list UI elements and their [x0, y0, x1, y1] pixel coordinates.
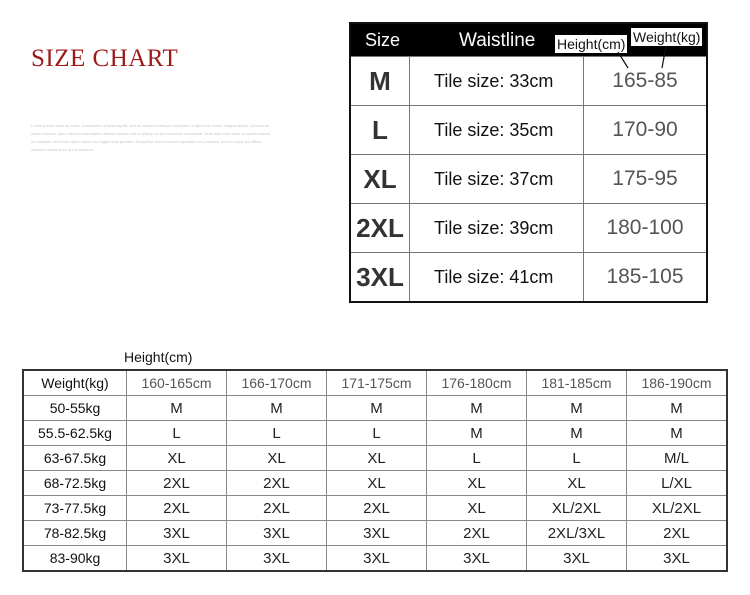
weight-cell: 83-90kg: [23, 546, 127, 572]
fit-table: [22, 369, 728, 572]
fit-cell: XL: [327, 446, 427, 471]
height-axis-label: Height(cm): [124, 349, 193, 365]
faint-description-text: Lorem ipsum dolor sit amet, consectetur adipiscing elit, sed do eiusmod tempor incididunt ut labore et dolore magna aliqua. Ut enim ad minim veniam, quis nostrud exercitation ullamco laboris nisi ut aliquip ex ea commodo consequat. Duis aute irure dolor in reprehenderit in voluptate velit esse cillum dolore eu fugiat nulla pariatur. Excepteur sint occaecat cupidatat non proident, sunt in culpa qui officia deserunt mollit anim id est laborum.: [31, 123, 270, 152]
fit-table-header: [23, 370, 727, 396]
header-height: Height(cm): [557, 36, 626, 52]
fit-cell: XL: [227, 446, 327, 471]
height-column-header: 160-165cm: [127, 370, 227, 396]
height-column-header: 181-185cm: [527, 370, 627, 396]
fit-cell: 3XL: [127, 546, 227, 572]
size-row: [350, 155, 707, 204]
weight-cell: 50-55kg: [23, 396, 127, 421]
fit-row: [23, 446, 727, 471]
height-weight-cell: 165-85: [584, 57, 708, 106]
fit-cell: XL: [527, 471, 627, 496]
fit-cell: M: [427, 421, 527, 446]
fit-cell: M: [627, 421, 728, 446]
fit-cell: L/XL: [627, 471, 728, 496]
weight-cell: 78-82.5kg: [23, 521, 127, 546]
waist-cell: Tile size: 41cm: [410, 253, 584, 303]
fit-cell: 3XL: [327, 521, 427, 546]
fit-cell: L: [327, 421, 427, 446]
fit-cell: M: [327, 396, 427, 421]
height-column-header: 176-180cm: [427, 370, 527, 396]
weight-cell: 68-72.5kg: [23, 471, 127, 496]
fit-cell: XL/2XL: [527, 496, 627, 521]
fit-cell: L: [427, 446, 527, 471]
fit-cell: M: [127, 396, 227, 421]
header-waistline: Waistline: [459, 30, 536, 51]
size-cell: 2XL: [350, 204, 410, 253]
fit-row: [23, 471, 727, 496]
fit-cell: 2XL: [127, 496, 227, 521]
size-table: [349, 22, 708, 303]
fit-cell: 2XL: [227, 496, 327, 521]
size-table-header: [350, 23, 707, 57]
size-row: [350, 106, 707, 155]
header-size: Size: [365, 30, 401, 50]
size-table-header-cell: [350, 23, 707, 57]
fit-cell: L: [527, 446, 627, 471]
fit-cell: M: [627, 396, 728, 421]
size-row: [350, 253, 707, 303]
fit-cell: XL: [427, 471, 527, 496]
fit-cell: M: [527, 421, 627, 446]
fit-cell: M/L: [627, 446, 728, 471]
fit-cell: XL: [127, 446, 227, 471]
waist-cell: Tile size: 39cm: [410, 204, 584, 253]
fit-cell: 3XL: [427, 546, 527, 572]
fit-cell: 2XL: [127, 471, 227, 496]
fit-cell: 3XL: [127, 521, 227, 546]
height-column-header: 186-190cm: [627, 370, 728, 396]
height-weight-cell: 170-90: [584, 106, 708, 155]
size-cell: 3XL: [350, 253, 410, 303]
page-title: SIZE CHART: [31, 45, 179, 72]
fit-cell: XL: [327, 471, 427, 496]
size-cell: M: [350, 57, 410, 106]
height-weight-cell: 175-95: [584, 155, 708, 204]
fit-cell: XL: [427, 496, 527, 521]
size-row: [350, 204, 707, 253]
fit-cell: M: [427, 396, 527, 421]
fit-cell: 2XL: [427, 521, 527, 546]
weight-cell: 55.5-62.5kg: [23, 421, 127, 446]
height-column-header: 166-170cm: [227, 370, 327, 396]
fit-cell: M: [527, 396, 627, 421]
fit-row: [23, 521, 727, 546]
weight-header: Weight(kg): [23, 370, 127, 396]
fit-row: [23, 496, 727, 521]
waist-cell: Tile size: 37cm: [410, 155, 584, 204]
fit-row: [23, 546, 727, 572]
fit-row: [23, 421, 727, 446]
fit-cell: 3XL: [227, 546, 327, 572]
fit-cell: M: [227, 396, 327, 421]
size-row: [350, 57, 707, 106]
fit-cell: 3XL: [627, 546, 728, 572]
height-weight-cell: 180-100: [584, 204, 708, 253]
fit-row: [23, 396, 727, 421]
weight-cell: 73-77.5kg: [23, 496, 127, 521]
header-weight: Weight(kg): [633, 29, 701, 45]
size-cell: XL: [350, 155, 410, 204]
fit-cell: L: [227, 421, 327, 446]
fit-cell: XL/2XL: [627, 496, 728, 521]
fit-cell: L: [127, 421, 227, 446]
size-cell: L: [350, 106, 410, 155]
fit-cell: 3XL: [327, 546, 427, 572]
fit-cell: 3XL: [227, 521, 327, 546]
fit-cell: 2XL: [627, 521, 728, 546]
fit-cell: 2XL: [327, 496, 427, 521]
fit-cell: 2XL/3XL: [527, 521, 627, 546]
weight-cell: 63-67.5kg: [23, 446, 127, 471]
fit-cell: 3XL: [527, 546, 627, 572]
fit-cell: 2XL: [227, 471, 327, 496]
waist-cell: Tile size: 33cm: [410, 57, 584, 106]
waist-cell: Tile size: 35cm: [410, 106, 584, 155]
height-column-header: 171-175cm: [327, 370, 427, 396]
height-weight-cell: 185-105: [584, 253, 708, 303]
